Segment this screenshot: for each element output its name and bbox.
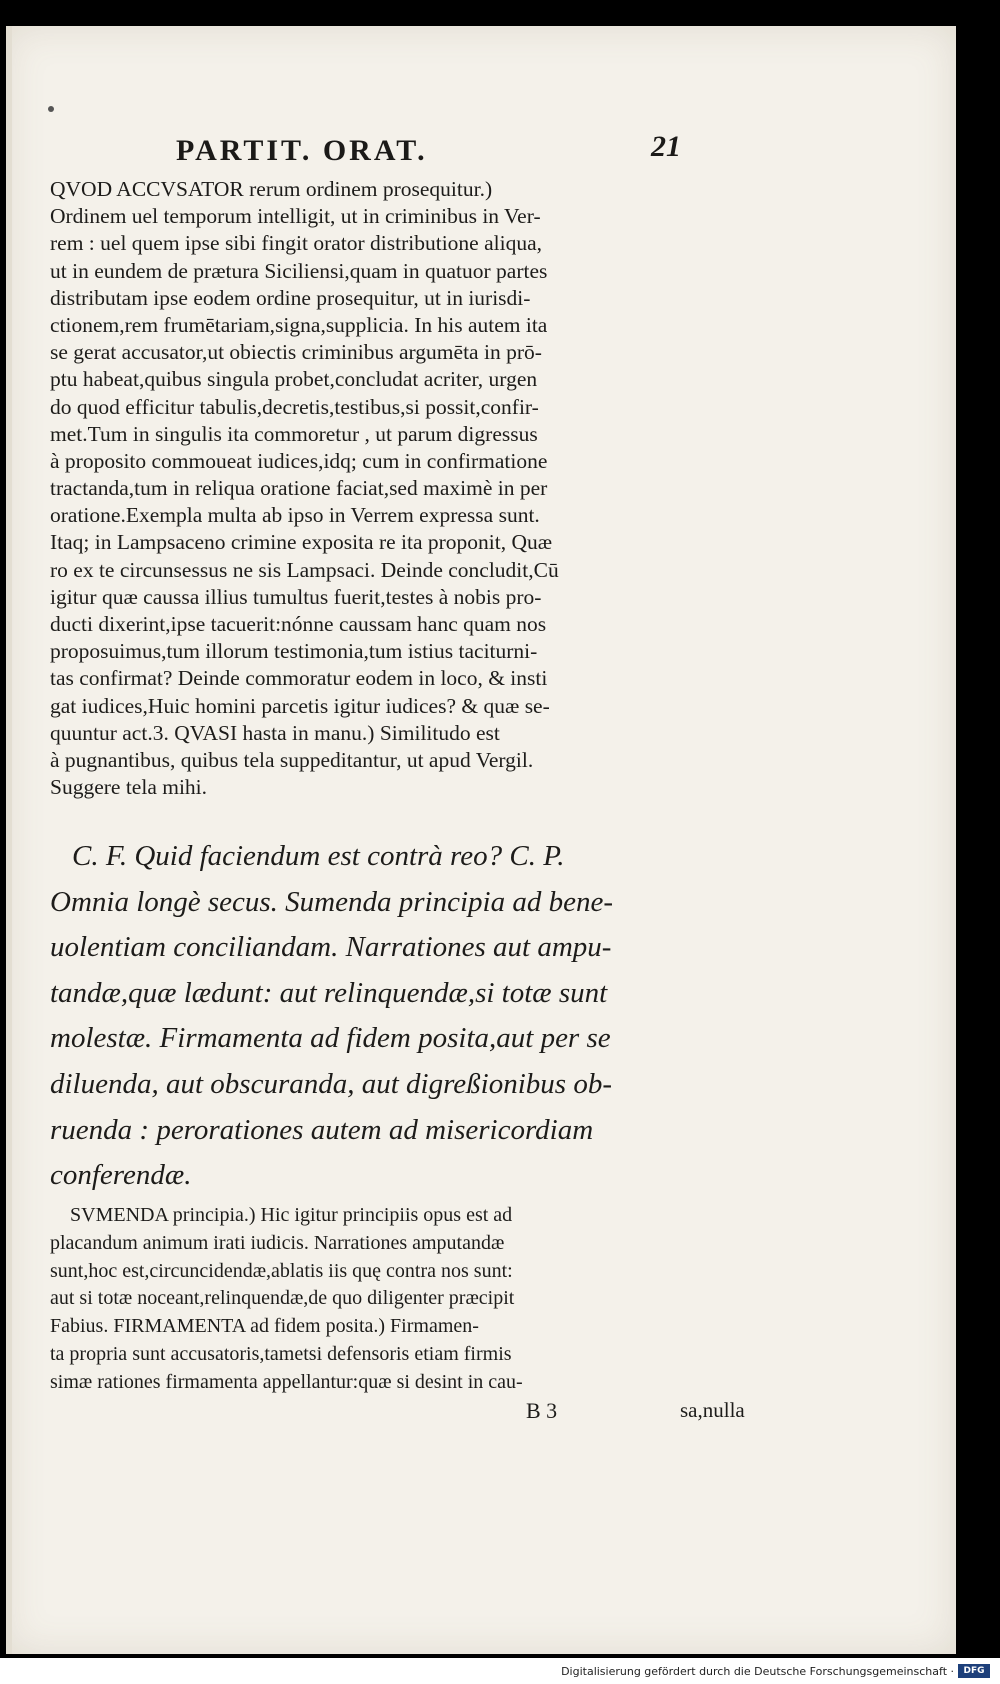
text-line: Omnia longè secus. Sumenda principia ad bene- bbox=[50, 885, 613, 918]
catchword: sa,nulla bbox=[680, 1398, 745, 1422]
running-head: PARTIT. ORAT. bbox=[176, 134, 428, 167]
text-line: sunt,hoc est,circuncidendæ,ablatis iis quę contra nos sunt: bbox=[50, 1259, 513, 1282]
text-line: conferendæ. bbox=[50, 1159, 192, 1192]
commentary-bottom bbox=[50, 1202, 736, 1397]
text-line: do quod efficitur tabulis,decretis,testibus,si possit,confir- bbox=[50, 394, 539, 419]
text-line: distributam ipse eodem ordine prosequitur, ut in iurisdi- bbox=[50, 285, 531, 310]
text-line: uolentiam conciliandam. Narrationes aut ampu- bbox=[50, 931, 612, 964]
book-page bbox=[6, 26, 956, 1654]
funding-credit: Digitalisierung gefördert durch die Deutsche Forschungsgemeinschaft · bbox=[561, 1665, 954, 1678]
text-line: met.Tum in singulis ita commoretur , ut parum digressus bbox=[50, 421, 538, 446]
text-line: diluenda, aut obscuranda, aut digreßionibus ob- bbox=[50, 1067, 612, 1100]
text-line: ro ex te circunsessus ne sis Lampsaci. Deinde concludit,Cū bbox=[50, 557, 559, 582]
text-line: tandæ,quæ lædunt: aut relinquendæ,si totæ sunt bbox=[50, 976, 608, 1009]
text-line: molestæ. Firmamenta ad fidem posita,aut per se bbox=[50, 1022, 611, 1055]
text-line: se gerat accusator,ut obiectis criminibus argumēta in prō- bbox=[50, 340, 542, 365]
text-line: proposuimus,tum illorum testimonia,tum istius taciturni- bbox=[50, 639, 538, 664]
footer-bar bbox=[0, 1660, 1000, 1684]
text-line: placandum animum irati iudicis. Narrationes amputandæ bbox=[50, 1231, 505, 1254]
text-line: oratione.Exempla multa ab ipso in Verrem expressa sunt. bbox=[50, 503, 540, 528]
text-line: ctionem,rem frumētariam,signa,supplicia. In his autem ita bbox=[50, 312, 548, 337]
text-line: rem : uel quem ipse sibi fingit orator distributione aliqua, bbox=[50, 231, 543, 256]
text-line: ut in eundem de prætura Siciliensi,quam in quatuor partes bbox=[50, 258, 548, 283]
text-line: C. F. Quid faciendum est contrà reo? C. P. bbox=[72, 840, 565, 872]
signature-mark: B 3 bbox=[526, 1398, 558, 1423]
dfg-logo-icon: DFG bbox=[958, 1664, 990, 1678]
main-text bbox=[50, 834, 736, 1199]
text-line: igitur quæ caussa illius tumultus fuerit,testes à nobis pro- bbox=[50, 584, 542, 609]
text-line: Fabius. FIRMAMENTA ad fidem posita.) Firmamen- bbox=[50, 1315, 479, 1338]
text-line: Ordinem uel temporum intelligit, ut in criminibus in Ver- bbox=[50, 204, 541, 229]
text-line: ruenda : perorationes autem ad misericordiam bbox=[50, 1113, 594, 1146]
text-line: à proposito commoueat iudices,idq; cum in confirmatione bbox=[50, 448, 548, 473]
page-edge bbox=[6, 26, 12, 1654]
text-line: Suggere tela mihi. bbox=[50, 775, 208, 800]
text-line: Itaq; in Lampsaceno crimine exposita re ita proponit, Quæ bbox=[50, 530, 553, 555]
text-line: ta propria sunt accusatoris,tametsi defensoris etiam firmis bbox=[50, 1342, 512, 1365]
folio-number: 21 bbox=[651, 130, 681, 163]
text-line: quuntur act.3. QVASI hasta in manu.) Similitudo est bbox=[50, 720, 500, 745]
text-line: ptu habeat,quibus singula probet,concludat acriter, urgen bbox=[50, 367, 538, 392]
text-line: SVMENDA principia.) Hic igitur principiis opus est ad bbox=[70, 1204, 513, 1226]
ink-speck bbox=[48, 106, 54, 112]
text-line: tractanda,tum in reliqua oratione faciat,sed maximè in per bbox=[50, 476, 548, 501]
text-line: simæ rationes firmamenta appellantur:quæ si desint in cau- bbox=[50, 1370, 523, 1393]
text-line: ducti dixerint,ipse tacuerit:nónne caussam hanc quam nos bbox=[50, 612, 547, 636]
commentary-top bbox=[50, 176, 736, 801]
text-line: à pugnantibus, quibus tela suppeditantur, ut apud Vergil. bbox=[50, 747, 534, 772]
text-line: tas confirmat? Deinde commoratur eodem in loco, & insti bbox=[50, 666, 548, 691]
text-line: aut si totæ noceant,relinquendæ,de quo diligenter præcipit bbox=[50, 1287, 515, 1310]
text-line: QVOD ACCVSATOR rerum ordinem prosequitur.) bbox=[50, 177, 493, 201]
text-line: gat iudices,Huic homini parcetis igitur iudices? & quæ se- bbox=[50, 693, 550, 718]
